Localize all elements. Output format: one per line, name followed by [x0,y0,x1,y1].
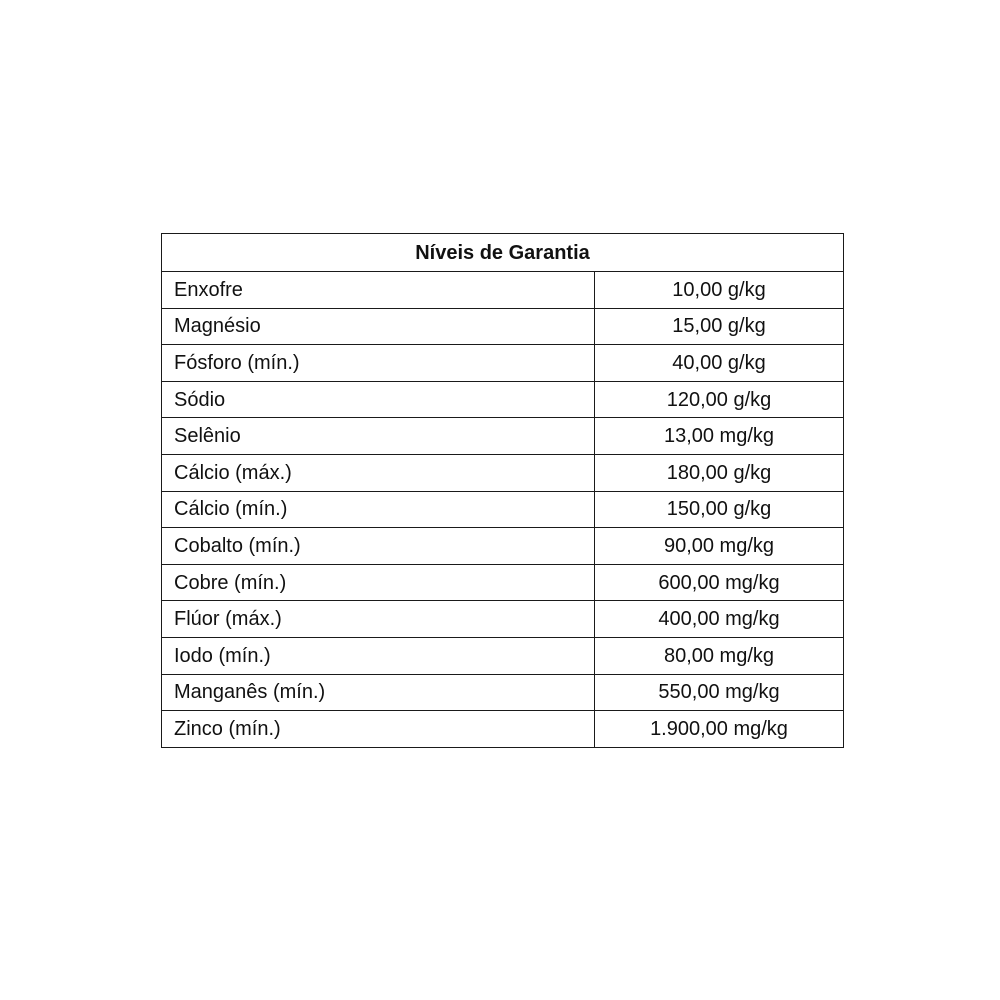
table-row [162,454,844,491]
nutrient-name: Cálcio (mín.) [162,491,595,528]
table-row [162,711,844,748]
table-row [162,674,844,711]
nutrient-name: Cobalto (mín.) [162,528,595,565]
nutrient-value: 1.900,00 mg/kg [595,711,844,748]
table-row [162,637,844,674]
nutrient-name: Selênio [162,418,595,455]
nutrient-value: 550,00 mg/kg [595,674,844,711]
nutrient-name: Cálcio (máx.) [162,454,595,491]
table-row [162,272,844,309]
nutrient-name: Cobre (mín.) [162,564,595,601]
nutrient-name: Magnésio [162,308,595,345]
nutrient-value: 180,00 g/kg [595,454,844,491]
table-row [162,418,844,455]
nutrient-value: 13,00 mg/kg [595,418,844,455]
nutrient-name: Manganês (mín.) [162,674,595,711]
nutrient-value: 400,00 mg/kg [595,601,844,638]
table-row [162,528,844,565]
nutrient-value: 120,00 g/kg [595,381,844,418]
nutrient-value: 90,00 mg/kg [595,528,844,565]
nutrient-name: Fósforo (mín.) [162,345,595,382]
table-title: Níveis de Garantia [162,234,844,272]
table-header-row [162,234,844,272]
table-row [162,601,844,638]
nutrient-value: 40,00 g/kg [595,345,844,382]
guarantee-levels-table [161,233,844,748]
nutrient-name: Flúor (máx.) [162,601,595,638]
table-row [162,345,844,382]
nutrient-name: Enxofre [162,272,595,309]
nutrient-value: 150,00 g/kg [595,491,844,528]
nutrient-name: Iodo (mín.) [162,637,595,674]
table-row [162,491,844,528]
nutrient-value: 10,00 g/kg [595,272,844,309]
nutrient-value: 15,00 g/kg [595,308,844,345]
nutrient-value: 600,00 mg/kg [595,564,844,601]
nutrient-name: Sódio [162,381,595,418]
nutrient-name: Zinco (mín.) [162,711,595,748]
table-row [162,564,844,601]
table-row [162,308,844,345]
nutrient-value: 80,00 mg/kg [595,637,844,674]
table-row [162,381,844,418]
